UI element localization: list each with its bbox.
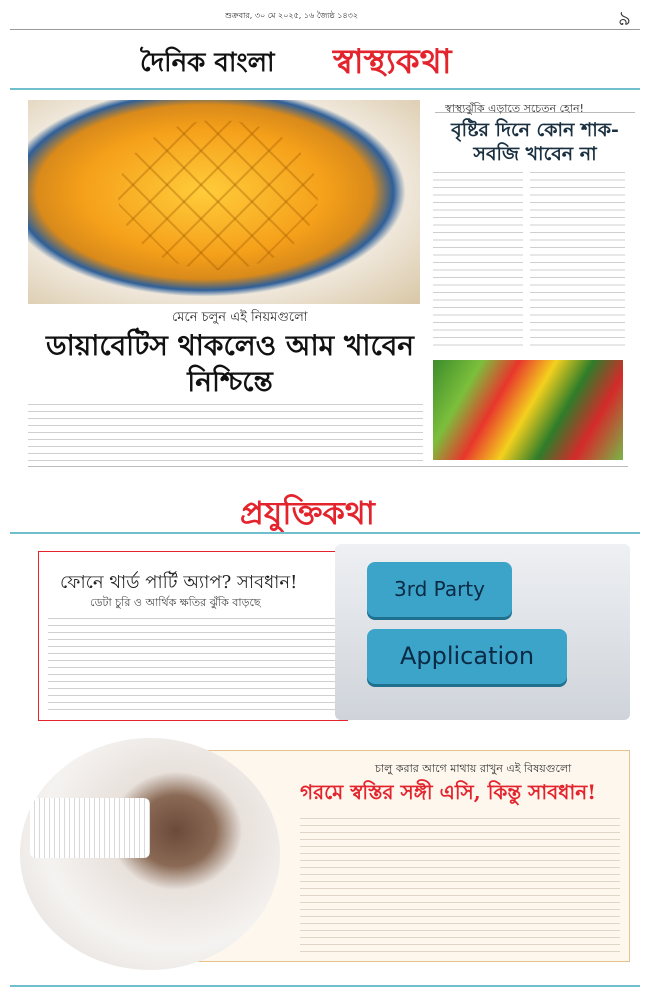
app-article-headline: ফোনে থার্ড পার্টি অ্যাপ? সাবধান! bbox=[60, 572, 298, 593]
ac-article-headline: গরমে স্বস্তির সঙ্গী এসি, কিন্তু সাবধান! bbox=[300, 780, 597, 804]
keyboard-photo bbox=[335, 544, 630, 720]
mango-article-headline: ডায়াবেটিস থাকলেও আম খাবেন নিশ্চিন্তে bbox=[45, 329, 414, 398]
rain-article-column-2 bbox=[530, 172, 625, 352]
application-key: Application bbox=[367, 629, 567, 684]
rain-article-column-1 bbox=[433, 172, 523, 352]
ac-article-body bbox=[300, 818, 620, 954]
page-number: ৯ bbox=[618, 6, 631, 30]
rain-article-headline: বৃষ্টির দিনে কোন শাক-সবজি খাবেন না bbox=[451, 119, 619, 165]
masthead-paper-name: দৈনিক বাংলা bbox=[140, 48, 275, 78]
mango-article-body bbox=[28, 404, 423, 462]
mango-article-kicker: মেনে চলুন এই নিয়মগুলো bbox=[172, 310, 308, 325]
tech-section-title: প্রযুক্তিকথা bbox=[240, 494, 375, 532]
section-divider bbox=[28, 466, 628, 467]
app-article-body bbox=[48, 618, 338, 710]
woman-ac-photo bbox=[20, 738, 280, 970]
app-article-subhead: ডেটা চুরি ও আর্থিক ক্ষতির ঝুঁকি বাড়ছে bbox=[90, 596, 261, 609]
third-party-key: 3rd Party bbox=[367, 562, 512, 617]
mango-photo bbox=[28, 100, 420, 304]
rain-article-kicker: স্বাস্থ্যঝুঁকি এড়াতে সচেতন হোন! bbox=[445, 102, 584, 115]
bottom-rule bbox=[10, 985, 640, 987]
tech-section-rule bbox=[10, 532, 640, 534]
masthead-section-name: স্বাস্থ্যকথা bbox=[333, 42, 452, 82]
masthead-rule bbox=[10, 88, 640, 90]
ac-article-kicker: চালু করার আগে মাথায় রাখুন এই বিষয়গুলো bbox=[375, 762, 572, 775]
issue-date: শুক্রবার, ৩০ মে ২০২৫, ১৬ জ্যৈষ্ঠ ১৪৩২ bbox=[225, 11, 359, 20]
vegetables-photo bbox=[433, 360, 623, 460]
